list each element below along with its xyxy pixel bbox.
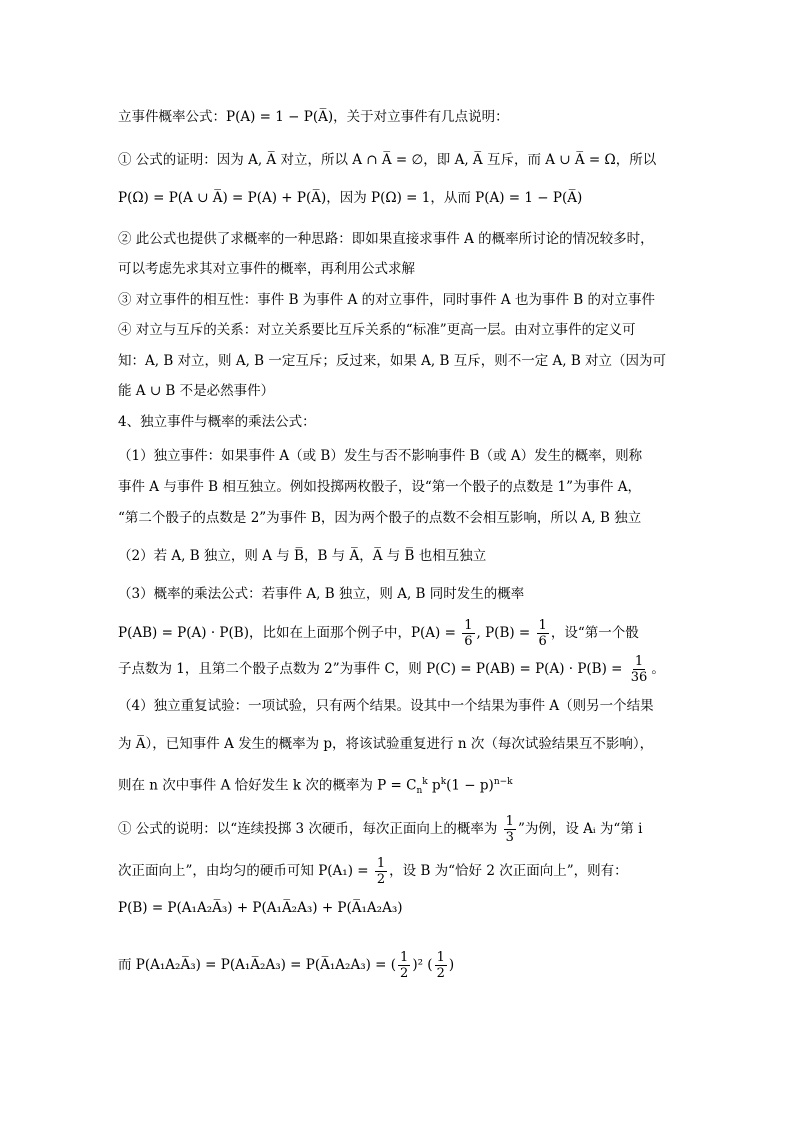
text-line-11: （1）独立事件：如果事件 A（或 B）发生与否不影响事件 B（或 A）发生的概率，则称: [118, 448, 643, 464]
fraction: $\frac{1}{2}$: [376, 856, 386, 887]
formula-text: P(AB) = P(A) · P(B)，比如在上面那个例子中，P(A) =: [118, 625, 456, 641]
fraction: $\frac{1}{2}$: [436, 950, 445, 981]
final-formula-line: 而 P(A₁A₂A̅₃) = P(A₁A̅₂A₃) = P(A̅₁A₂A₃) = ( $\frac{1}{2}$ )² ( $\frac{1}{2}$ ): [118, 950, 455, 981]
text-line-9: 能 A ∪ B 不是必然事件）: [118, 383, 275, 399]
fraction: $\frac{1}{2}$: [400, 950, 409, 981]
text-line-7: ④ 对立与互斥的关系：对立关系要比互斥关系的“标准”更高一层。由对立事件的定义可: [118, 322, 636, 338]
fraction: $\frac{1}{6}$: [538, 618, 547, 649]
pb-formula-line: P(B) = P(A₁A₂A̅₃) + P(A₁A̅₂A₃) + P(A̅₁A₂A₃): [118, 900, 403, 916]
fraction: $\frac{1}{36}$: [630, 654, 648, 685]
text-line-14: （2）若 A, B 独立，则 A 与 B̅，B 与 A̅，A̅ 与 B̅ 也相互独立: [118, 548, 487, 564]
formula-line-1: P(AB) = P(A) · P(B)，比如在上面那个例子中，P(A) = $\frac{1}{6}$ , P(B) = $\frac{1}{6}$ ，设“第一个骰: [118, 618, 639, 649]
fraction: $\frac{1}{6}$: [464, 618, 473, 649]
formula-line-2: 子点数为 1，且第二个骰子点数为 2”为事件 C，则 P(C) = P(AB) = P(A) · P(B) = $\frac{1}{36}$ 。: [118, 654, 665, 685]
text-line-8: 知：A, B 对立，则 A, B 一定互斥；反过来，如果 A, B 互斥，则不一定 A, B 对立（因为可: [118, 353, 667, 369]
section-heading-4: 4、独立事件与概率的乘法公式：: [118, 414, 316, 430]
fraction: $\frac{1}{3}$: [505, 814, 514, 845]
text-line-3: P(Ω) = P(A ∪ A̅) = P(A) + P(A̅)，因为 P(Ω) = 1，从而 P(A) = 1 − P(A̅): [118, 190, 583, 206]
text-line-15: （3）概率的乘法公式：若事件 A, B 独立，则 A, B 同时发生的概率: [118, 586, 525, 602]
coin-line-1: ① 公式的说明：以“连续投掷 3 次硬币，每次正面向上的概率为 $\frac{1}{3}$ ”为例，设 Aᵢ 为“第 i: [118, 814, 643, 845]
text-line-4: ② 此公式也提供了求概率的一种思路：即如果直接求事件 A 的概率所讨论的情况较多时，: [118, 231, 654, 247]
coin-line-2: 次正面向上”，由均匀的硬币可知 P(A₁) = $\frac{1}{2}$ ，设 B 为“恰好 2 次正面向上”，则有：: [118, 856, 628, 887]
text-line-1: 立事件概率公式：P(A) = 1 − P(A̅)，关于对立事件有几点说明：: [118, 109, 509, 125]
binomial-formula-line: 则在 n 次中事件 A 恰好发生 k 次的概率为 $P = C_n^k$ $p^k(1 - p)^{n-k}$: [118, 777, 513, 797]
text-line-19: 为 A̅），已知事件 A 发生的概率为 p，将该试验重复进行 n 次（每次试验结果互不影响），: [118, 736, 654, 752]
text-line-6: ③ 对立事件的相互性：事件 B 为事件 A 的对立事件，同时事件 A 也为事件 B 的对立事件: [118, 292, 655, 308]
text-line-5: 可以考虑先求其对立事件的概率，再利用公式求解: [118, 261, 415, 277]
text-line-13: “第二个骰子的点数是 2”为事件 B，因为两个骰子的点数不会相互影响，所以 A, B 独立: [118, 510, 642, 526]
text-line-12: 事件 A 与事件 B 相互独立。例如投掷两枚骰子，设“第一个骰子的点数是 1”为事件 A，: [118, 479, 642, 495]
text-line-18: （4）独立重复试验：一项试验，只有两个结果。设其中一个结果为事件 A（则另一个结果: [118, 698, 654, 714]
text-line-2: ① 公式的证明：因为 A, A̅ 对立，所以 A ∩ A̅ = ∅，即 A, A̅ 互斥，而 A ∪ A̅ = Ω，所以: [118, 152, 657, 168]
